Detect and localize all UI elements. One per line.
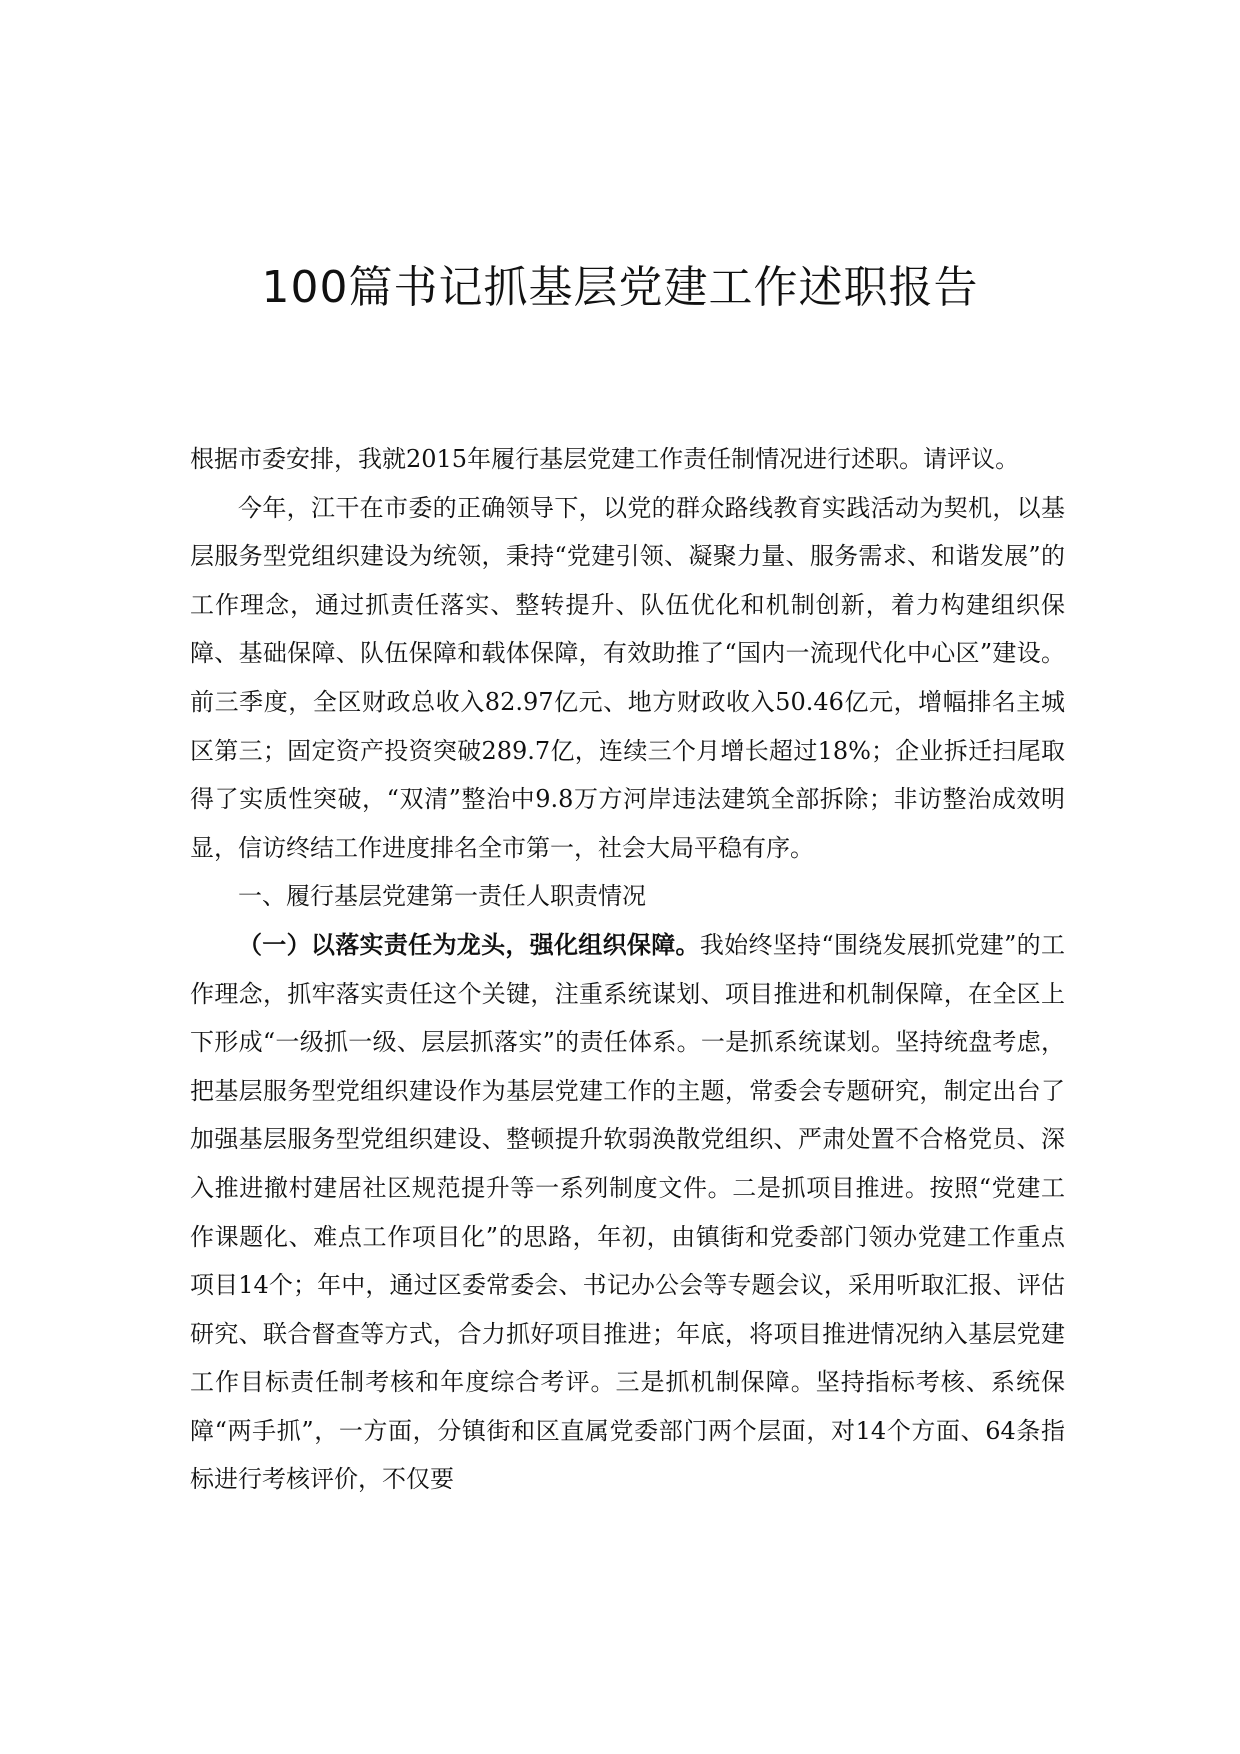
paragraph-responsibility-text: 我始终坚持“围绕发展抓党建”的工作理念，抓牢落实责任这个关键，注重系统谋划、项目推进和机制保障，在全区上下形成“一级抓一级、层层抓落实”的责任体系。一是抓系统谋划。坚持统盘考虑，把基层服务型党组织建设作为基层党建工作的主题，常委会专题研究，制定出台了加强基层服务型党组织建设、整顿提升软弱涣散党组织、严肃处置不合格党员、深入推进撤村建居社区规范提升等一系列制度文件。二是抓项目推进。按照“党建工作课题化、难点工作项目化”的思路，年初，由镇街和党委部门领办党建工作重点项目14个；年中，通过区委常委会、书记办公会等专题会议，采用听取汇报、评估研究、联合督查等方式，合力抓好项目推进；年底，将项目推进情况纳入基层党建工作目标责任制考核和年度综合考评。三是抓机制保障。坚持指标考核、系统保障“两手抓”，一方面，分镇街和区直属党委部门两个层面，对14个方面、64条指标进行考核评价，不仅要: [190, 930, 1065, 1494]
paragraph-overview: 今年，江干在市委的正确领导下，以党的群众路线教育实践活动为契机，以基层服务型党组织建设为统领，秉持“党建引领、凝聚力量、服务需求、和谐发展”的工作理念，通过抓责任落实、整转提升、队伍优化和机制创新，着力构建组织保障、基础保障、队伍保障和载体保障，有效助推了“国内一流现代化中心区”建设。前三季度，全区财政总收入82.97亿元、地方财政收入50.46亿元，增幅排名主城区第三；固定资产投资突破289.7亿，连续三个月增长超过18%；企业拆迁扫尾取得了实质性突破，“双清”整治中9.8万方河岸违法建筑全部拆除；非访整治成效明显，信访终结工作进度排名全市第一，社会大局平稳有序。: [190, 493, 1065, 862]
document-title: 100篇书记抓基层党建工作述职报告: [261, 262, 979, 313]
document-body: [190, 435, 1065, 1504]
subsection-heading-1: （一）以落实责任为龙头，强化组织保障。: [238, 929, 700, 959]
section-heading-1: 一、履行基层党建第一责任人职责情况: [238, 882, 646, 911]
paragraph-responsibility: [190, 921, 1065, 1504]
paragraph-intro: 根据市委安排，我就2015年履行基层党建工作责任制情况进行述职。请评议。: [190, 445, 1020, 473]
